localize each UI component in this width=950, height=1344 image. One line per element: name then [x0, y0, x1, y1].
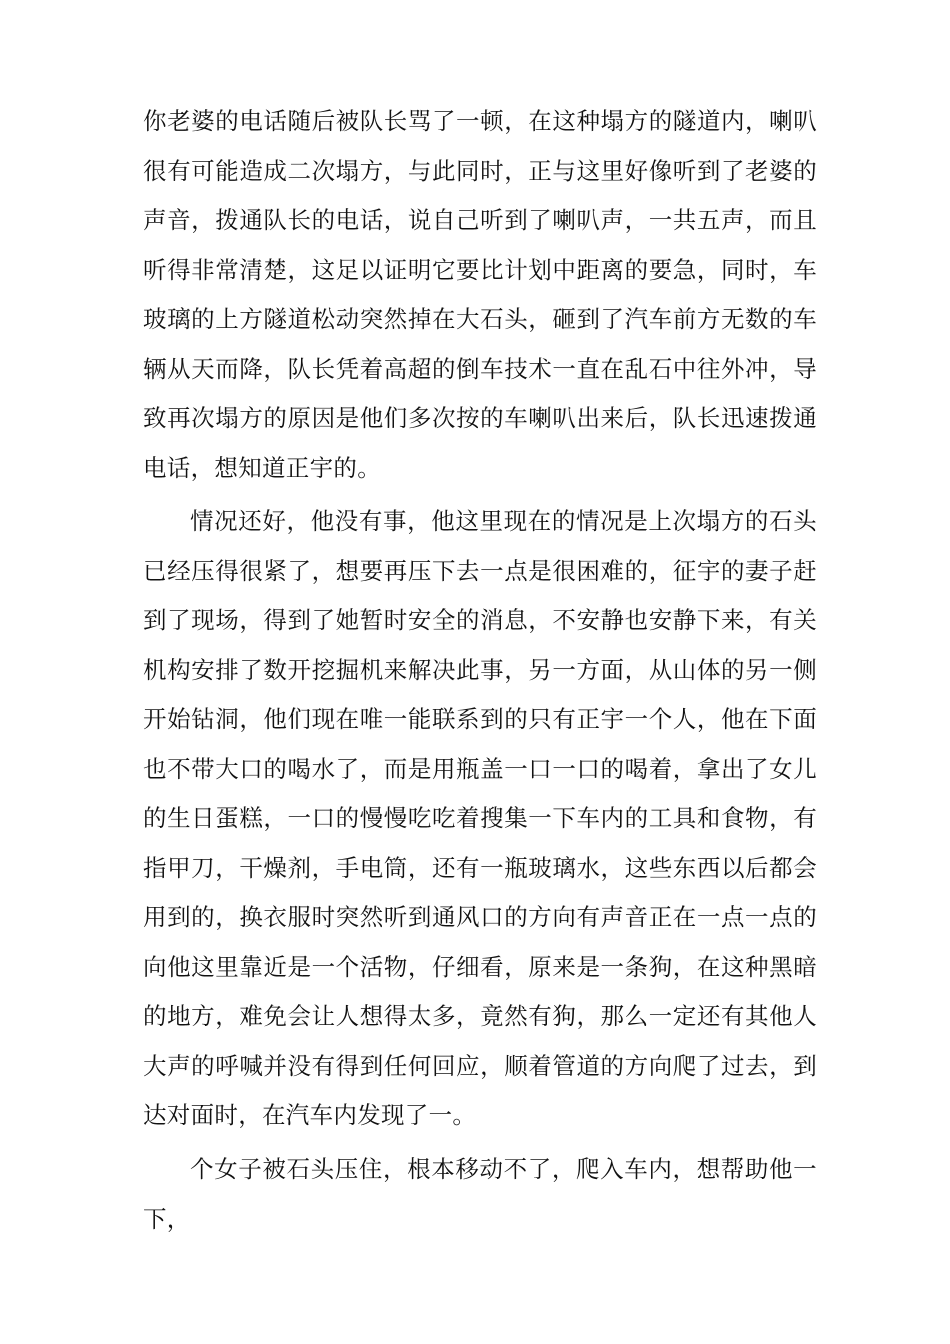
paragraph-2: 情况还好，他没有事，他这里现在的情况是上次塌方的石头已经压得很紧了，想要再压下去一点是很困难的，征宇的妻子赶到了现场，得到了她暂时安全的消息，不安静也安静下来，有关机构安排了数开挖掘机来解决此事，另一方面，从山体的另一侧开始钻洞，他们现在唯一能联系到的只有正宇一个人，他在下面也不带大口的喝水了，而是用瓶盖一口一口的喝着，拿出了女儿的生日蛋糕，一口的慢慢吃吃着搜集一下车内的工具和食物，有指甲刀，干燥剂，手电筒，还有一瓶玻璃水，这些东西以后都会用到的，换衣服时突然听到通风口的方向有声音正在一点一点的向他这里靠近是一个活物，仔细看，原来是一条狗，在这种黑暗的地方，难免会让人想得太多，竟然有狗，那么一定还有其他人大声的呼喊并没有得到任何回应，顺着管道的方向爬了过去，到达对面时，在汽车内发现了一。: [143, 507, 817, 1129]
paragraph-3: 个女子被石头压住，根本移动不了，爬入车内，想帮助他一下，: [143, 1155, 817, 1233]
paragraph-1: 你老婆的电话随后被队长骂了一顿，在这种塌方的隧道内，喇叭很有可能造成二次塌方，与此同时，正与这里好像听到了老婆的声音，拨通队长的电话，说自己听到了喇叭声，一共五声，而且听得非常清楚，这足以证明它要比计划中距离的要急，同时，车玻璃的上方隧道松动突然掉在大石头，砸到了汽车前方无数的车辆从天而降，队长凭着高超的倒车技术一直在乱石中往外冲，导致再次塌方的原因是他们多次按的车喇叭出来后，队长迅速拨通电话，想知道正宇的。: [143, 107, 817, 482]
